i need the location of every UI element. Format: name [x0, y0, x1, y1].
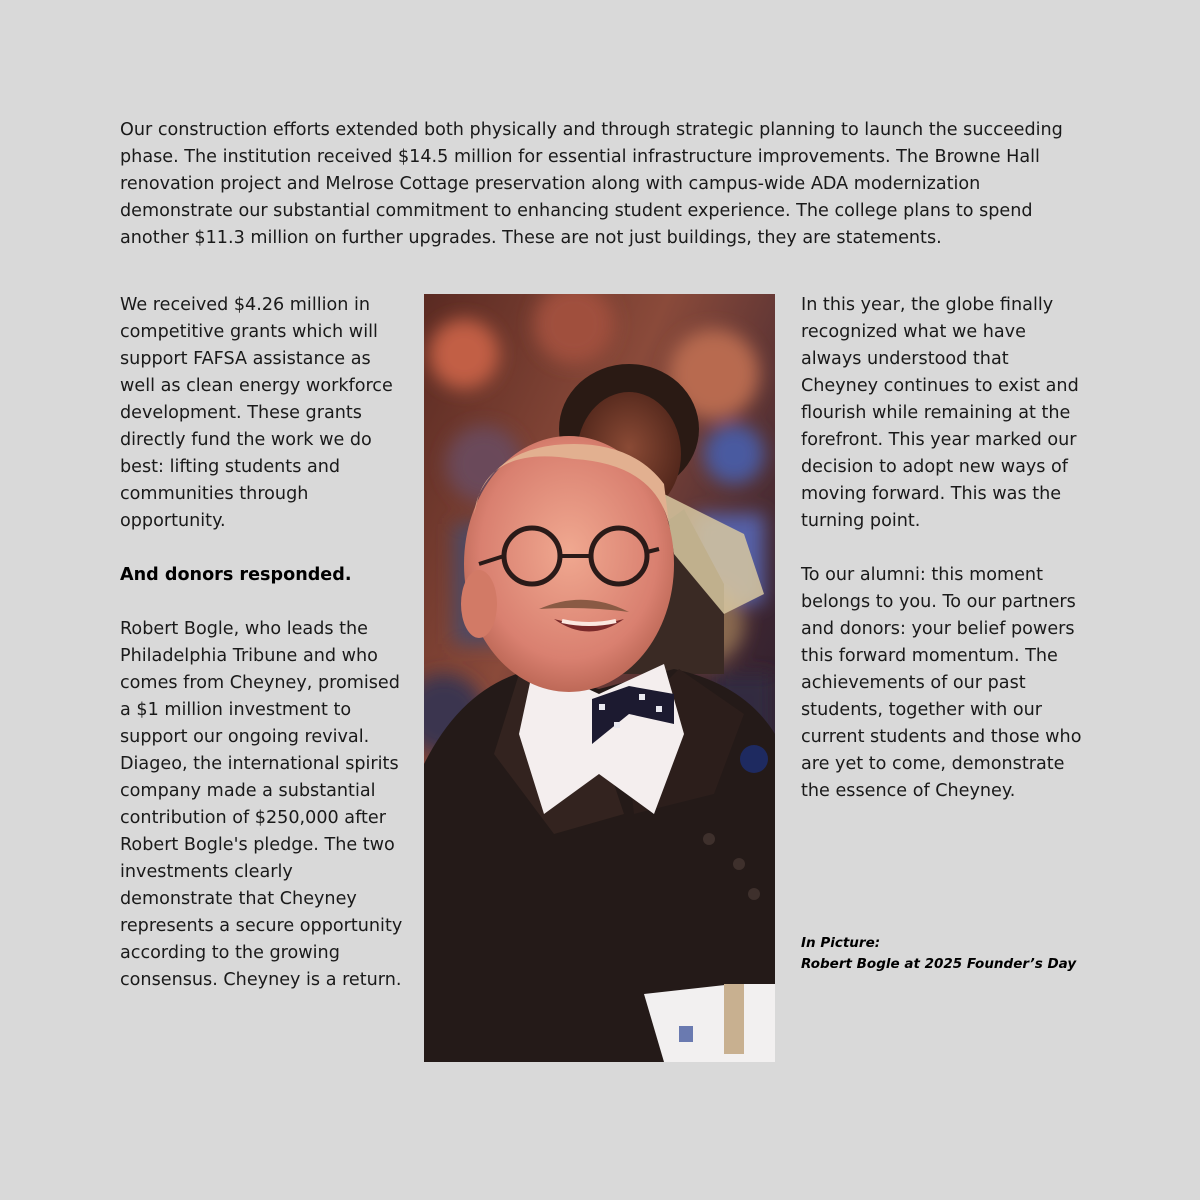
caption-text: Robert Bogle at 2025 Founder’s Day: [801, 956, 1077, 972]
grants-paragraph: We received $4.26 million in competitive grants which will support FAFSA assistance as well as clean energy workforce development. These grants directly fund the work we do best: lifting students and communities through opportunity.: [120, 295, 393, 531]
right-column: [801, 292, 1086, 832]
alumni-paragraph: To our alumni: this moment belongs to you. To our partners and donors: your belief powers this forward momentum. The achievements of our past students, together with our current students and those who are yet to come, demonstrate the essence of Cheyney.: [801, 565, 1082, 801]
donors-paragraph: Robert Bogle, who leads the Philadelphia Tribune and who comes from Cheyney, promised a $1 million investment to support our ongoing revival. Diageo, the international spirits company made a substantial contribution of $250,000 after Robert Bogle's pledge. The two investments clearly demonstrate that Cheyney represents a secure opportunity according to the growing consensus. Cheyney is a return.: [120, 619, 403, 990]
caption-label: In Picture:: [801, 935, 881, 951]
intro-paragraph: Our construction efforts extended both physically and through strategic planning to launch the succeeding phase. The institution received $14.5 million for essential infrastructure improvements. The Browne Hall renovation project and Melrose Cottage preservation along with campus-wide ADA modernization demonstrate our substantial commitment to enhancing student experience. The college plans to spend another $11.3 million on further upgrades. These are not just buildings, they are statements.: [120, 120, 1063, 248]
donors-subheading: And donors responded.: [120, 565, 352, 585]
left-column: [120, 292, 405, 1021]
portrait-photo: [424, 294, 775, 1062]
photo-caption: [801, 933, 1101, 975]
recognition-paragraph: In this year, the globe finally recognized what we have always understood that Cheyney continues to exist and flourish while remaining at the forefront. This year marked our decision to adopt new ways of moving forward. This was the turning point.: [801, 295, 1079, 531]
